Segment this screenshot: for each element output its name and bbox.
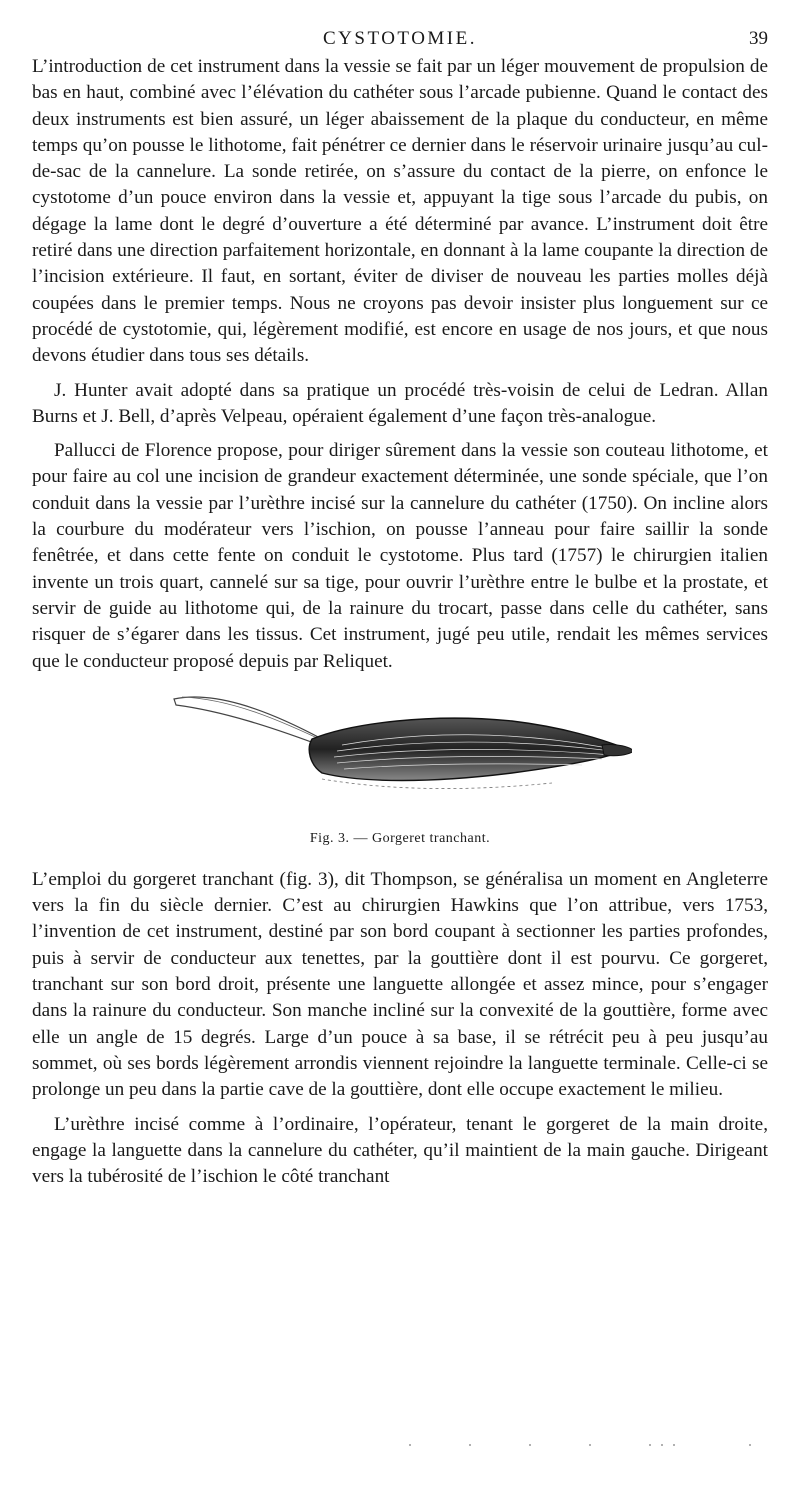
- page-number: 39: [749, 28, 768, 49]
- running-head: [32, 28, 768, 54]
- figure-caption: Fig. 3. — Gorgeret tranchant.: [309, 830, 491, 846]
- paragraph-1: L’introduction de cet instrument dans la vessie se fait par un léger mouvement de propulsion de bas en haut, combiné avec l’élévation du cathéter sous l’arcade pubienne. Quand le contact des deux instruments est bien assuré, un léger abaissement de la plaque du conducteur, en même temps qu’on pousse le lithotome, fait pénétrer ce dernier dans le réservoir urinaire jusqu’au cul-de-sac de la cannelure. La sonde retirée, on s’assure du contact de la pierre, on enfonce le cystotome d’un pouce environ dans la vessie et, appuyant la tige sous l’arcade du pubis, on dégage la lame dont le degré d’ouverture a été déterminé par avance. L’instrument doit être retiré dans une direction parfaitement horizontale, en donnant à la lame coupante la direction de l’incision extérieure. Il faut, en sortant, éviter de diviser de nouveau les parties molles déjà coupées dans le premier temps. Nous ne croyons pas devoir insister plus longuement sur ce procédé de cystotomie, qui, légèrement modifié, est encore en usage de nos jours, et que nous devons étudier dans tous ses détails.: [32, 56, 768, 367]
- paragraph-2: J. Hunter avait adopté dans sa pratique un procédé très-voisin de celui de Ledran. Allan Burns et J. Bell, d’après Velpeau, opéraient également d’une façon très-analogue.: [32, 379, 768, 427]
- running-title: CYSTOTOMIE.: [322, 28, 477, 49]
- print-specks: [400, 1440, 760, 1450]
- page: [32, 28, 768, 1190]
- paragraph-4: L’emploi du gorgeret tranchant (fig. 3), dit Thompson, se généralisa un moment en Angleterre vers la fin du siècle dernier. C’est au chirurgien Hawkins que l’on attribue, vers 1753, l’invention de cet instrument, destiné par son bord coupant à sectionner les parties profondes, puis à servir de conducteur aux tenettes, par la gouttière dont il est pourvu. Ce gorgeret, tranchant sur son bord droit, présente une languette allongée et assez mince, pour s’engager dans la rainure du conducteur. Son manche incliné sur la convexité de la gouttière, forme avec elle un angle de 15 degrés. Large d’un pouce à sa base, il se rétrécit peu à peu jusqu’au sommet, où ses bords légèrement arrondis viennent rejoindre la languette terminale. Celle-ci se prolonge un peu dans la partie cave de la gouttière, dont elle occupe exactement le milieu.: [32, 868, 768, 1101]
- figure-3: [32, 681, 768, 867]
- paragraph-5: L’urèthre incisé comme à l’ordinaire, l’opérateur, tenant le gorgeret de la main droite, engage la languette dans la cannelure du cathéter, qu’il maintient de la main gauche. Dirigeant vers la tubérosité de l’ischion le côté tranchant: [32, 1113, 768, 1188]
- gorgeret-illustration: [172, 687, 632, 807]
- paragraph-3: Pallucci de Florence propose, pour diriger sûrement dans la vessie son couteau lithotome, et pour faire au col une incision de grandeur exactement déterminée, une sonde spéciale, que l’on conduit dans la vessie par l’urèthre incisé sur la cannelure du cathéter (1750). On incline alors la courbure du modérateur vers l’ischion, on pousse l’anneau pour faire saillir la sonde fenêtrée, et dans cette fente on conduit le cystotome. Plus tard (1757) le chirurgien italien invente un trois quart, cannelé sur sa tige, pour ouvrir l’urèthre entre le bulbe et la prostate, et servir de guide au lithotome qui, de la rainure du trocart, passe dans celle du cathéter, sans risquer de s’égarer dans les tissus. Cet instrument, jugé peu utile, rendait les mêmes services que le conducteur proposé depuis par Reliquet.: [32, 440, 768, 672]
